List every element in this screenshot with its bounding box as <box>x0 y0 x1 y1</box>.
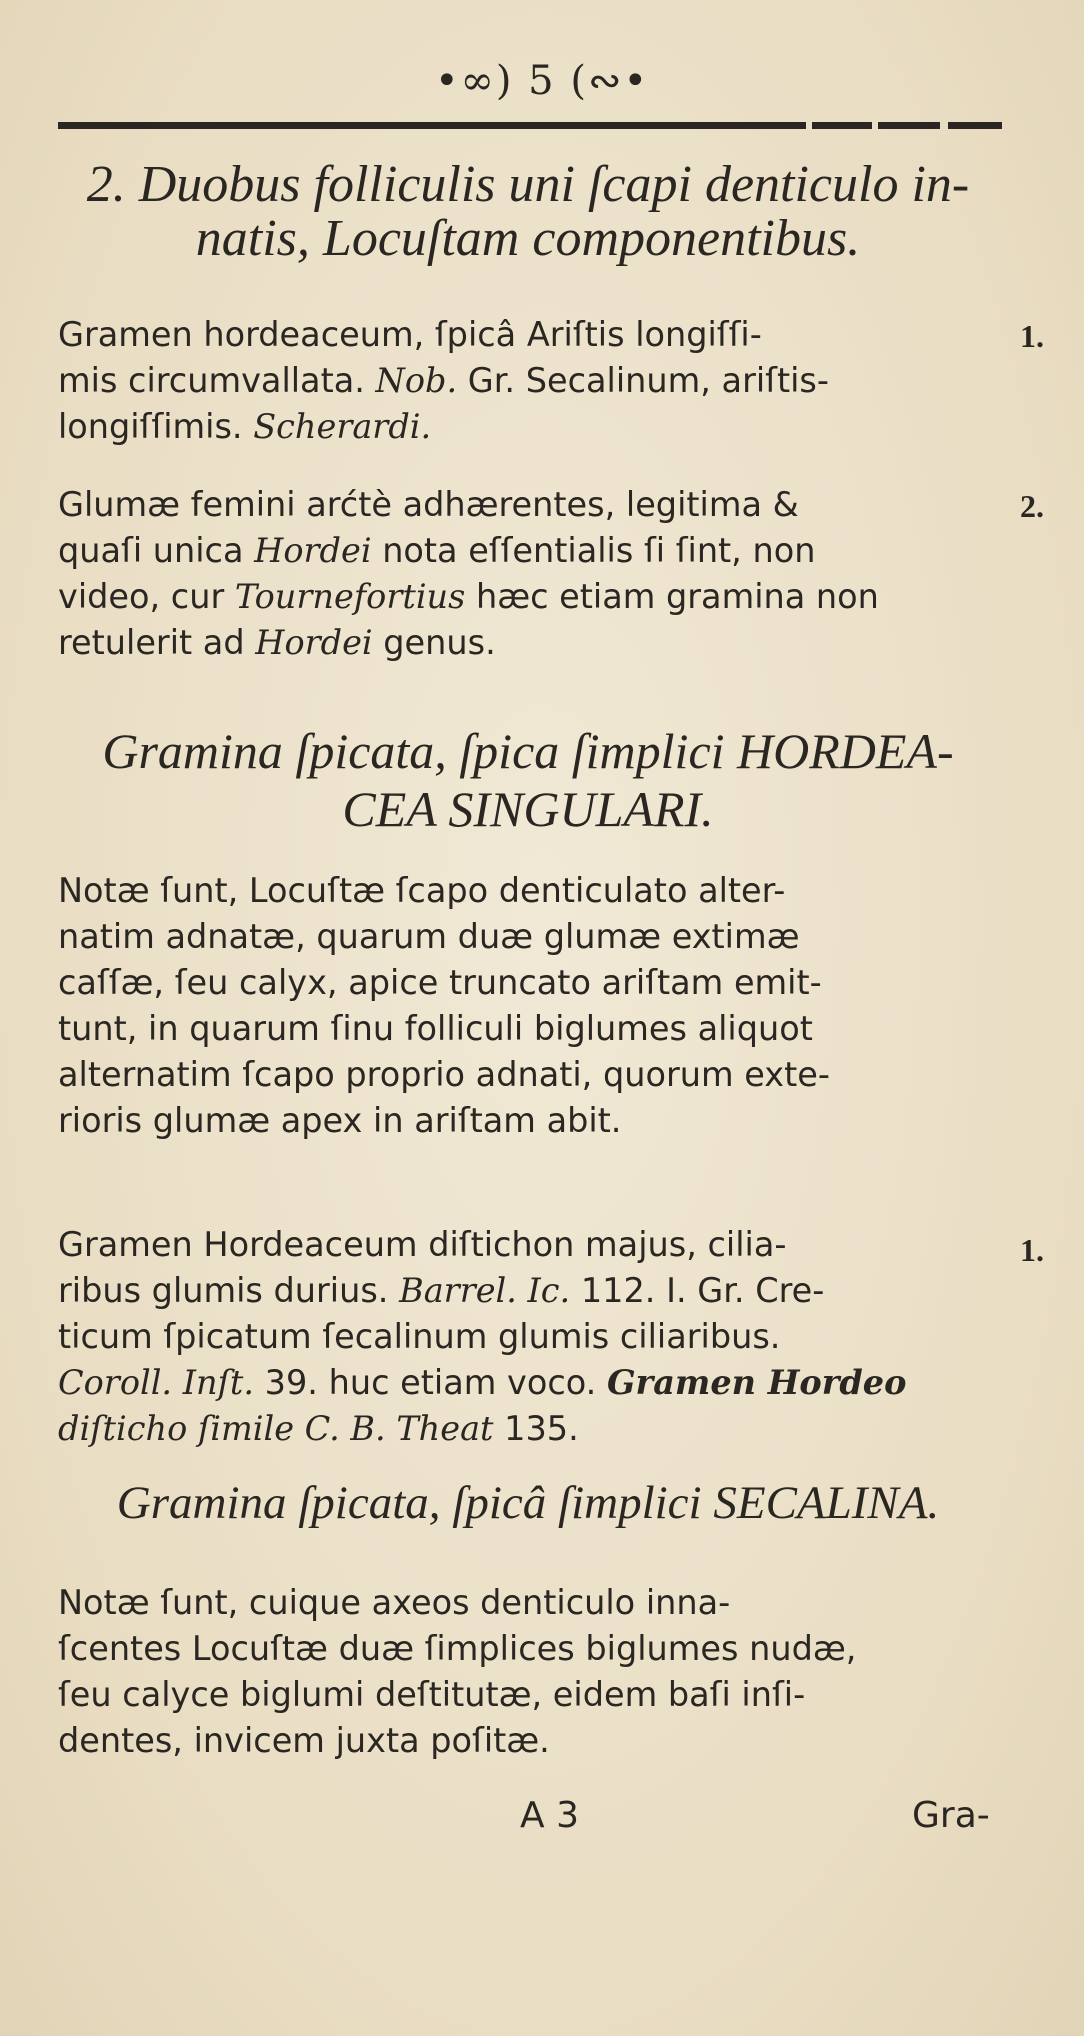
paragraph: Notæ ſunt, cuique axeos denticulo inna- ſcentes Locuſtæ duæ ſimplices biglumes nudæ, ſeu calyce biglumi deſtitutæ, eidem baſi inſi- dentes, invicem juxta poſitæ. <box>58 1583 857 1760</box>
margin-number: 1. <box>1020 318 1044 354</box>
margin-number: 1. <box>1020 1232 1044 1268</box>
section-heading-3: Gramina ſpicata, ſpicâ ſimplici SECALINA. <box>116 1477 940 1529</box>
header-rule-segment <box>948 122 1002 129</box>
section-heading-1: 2. Duobus folliculis uni ſcapi denticulo in- natis, Locuſtam componentibus. <box>86 156 970 267</box>
paragraph: Gramen Hordeaceum diſtichon majus, cilia- ribus glumis durius. Barrel. Ic. 112. I. Gr. Cre- ticum ſpicatum ſecalinum glumis ciliaribus. Coroll. Inſt. 39. huc etiam voco. Gramen Hordeo diſticho ſimile C. B. Theat 135. <box>58 1225 907 1448</box>
header-rule-segment <box>812 122 872 129</box>
header-rule-segment <box>878 122 940 129</box>
running-head: •∞) 5 (∾• <box>434 58 650 104</box>
margin-number: 2. <box>1020 488 1044 524</box>
signature-mark: A 3 <box>520 1795 579 1836</box>
paragraph: Notæ ſunt, Locuſtæ ſcapo denticulato alter- natim adnatæ, quarum duæ glumæ extimæ caſſæ, ſeu calyx, apice truncato ariſtam emit- tunt, in quarum ſinu folliculi biglumes aliquot alternatim ſcapo proprio adnati, quorum exte- rioris glumæ apex in ariſtam abit. <box>58 871 830 1140</box>
paragraph: Glumæ femini arćtè adhærentes, legitima & quaſi unica Hordei nota eſſentialis ſi ſint, non video, cur Tournefortius hæc etiam gramina non retulerit ad Hordei genus. <box>58 485 879 662</box>
header-rule <box>58 122 806 129</box>
section-heading-2: Gramina ſpicata, ſpica ſimplici HORDEA- CEA SINGULARI. <box>102 723 954 837</box>
paragraph: Gramen hordeaceum, ſpicâ Ariſtis longiſſi- mis circumvallata. Nob. Gr. Secalinum, ariſtis- longiſſimis. Scherardi. <box>58 315 829 446</box>
catchword: Gra- <box>912 1795 990 1836</box>
